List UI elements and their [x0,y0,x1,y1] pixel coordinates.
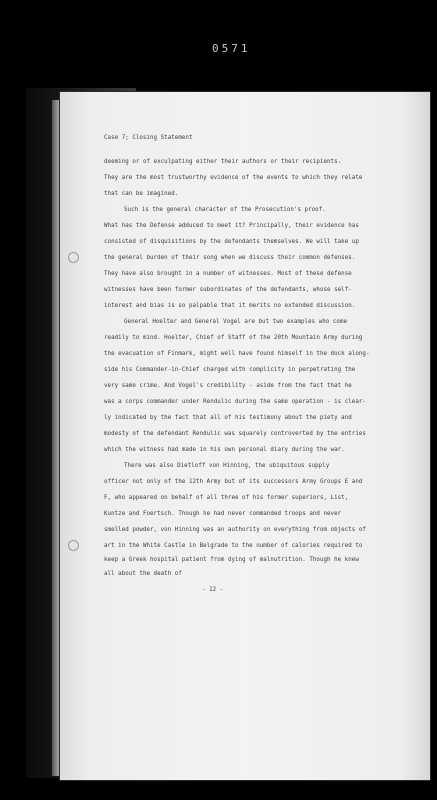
text-line: witnesses have been former subordinates of the defendants, whose self- [104,287,352,293]
text-line: Kuntze and Foertsch. Though he had never commanded troops and never [104,511,342,517]
text-line: very same crime. And Vogel's credibility - aside from the fact that he [104,383,352,389]
text-line: ly indicated by the fact that all of his testimony about the piety and [104,415,352,421]
page-number: - 12 - [202,587,224,593]
text-line: the general burden of their song when we discuss their common defenses. [104,255,356,261]
text-line: consisted of disquisitions by the defendants themselves. We will take up [104,239,359,245]
text-line: officer not only of the 12th Army but of its successors Army Groups E and [104,479,363,485]
text-line: the evacuation of Finmark, might well have found himself in the dock along- [104,351,370,357]
text-line: which the witness had made in his own personal diary during the war. [104,447,345,453]
text-line: all about the death of [104,571,182,577]
text-line: There was also Dietloff von Hinning, the ubiquitous supply [124,463,330,469]
text-line: They have also brought in a number of witnesses. Most of these defense [104,271,352,277]
text-line: side his Commander-in-Chief charged with complicity in perpetrating the [104,367,356,373]
text-line: art in the White Castle in Belgrade to the number of calories required to [104,543,363,549]
text-line: interest and bias is so palpable that it merits no extended discussion. [104,303,356,309]
text-line: General Hoelter and General Vogel are but two examples who come [124,319,348,325]
text-line: They are the most trustworthy evidence of the events to which they relate [104,175,363,181]
text-line: deeming or of exculpating either their authors or their recipients. [104,159,342,165]
text-line: readily to mind. Hoelter, Chief of Staff of the 20th Mountain Army during [104,335,363,341]
punch-hole [68,252,79,263]
text-line: What has the Defense adduced to meet it? Principally, their evidence has [104,223,359,229]
text-line: F, who appeared on behalf of all three of his former superiors, List, [104,495,349,501]
text-line: that can be imagined. [104,191,179,197]
text-line: was a corps commander under Rendulic during the same operation - is clear- [104,399,366,405]
text-line: smelled powder, von Hinning was an authority on everything from objects of [104,527,366,533]
text-line: modesty of the defendant Rendulic was squarely controverted by the entries [104,431,366,437]
page-header: Case 7; Closing Statement [104,135,193,141]
text-line: keep a Greek hospital patient from dying of malnutrition. Though he knew [104,557,359,563]
text-line: Such is the general character of the Prosecution's proof. [124,207,326,213]
punch-hole [68,540,79,551]
frame-number: 0571 [212,42,251,55]
